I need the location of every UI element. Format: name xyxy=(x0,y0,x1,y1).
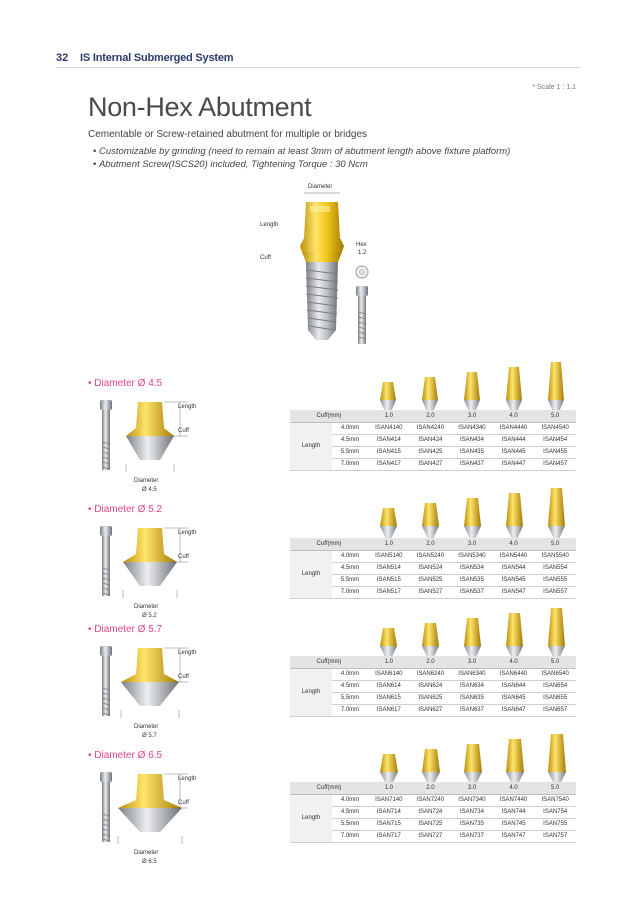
product-code-cell: ISAN555 xyxy=(534,574,576,586)
product-code-cell: ISAN6540 xyxy=(534,668,576,680)
product-code-cell: ISAN554 xyxy=(534,562,576,574)
abutment-thumbnail xyxy=(546,732,568,786)
figure-diameter-label: Diameter xyxy=(134,478,159,484)
product-code-cell: ISAN414 xyxy=(368,434,410,446)
bullet-dot: • xyxy=(88,378,95,389)
product-code-cell: ISAN535 xyxy=(451,574,493,586)
length-cell: 5.5mm xyxy=(332,818,368,830)
table-row xyxy=(290,550,576,562)
column-header-cuff-value: 5.0 xyxy=(534,410,576,422)
section-diameter-title xyxy=(88,504,162,515)
figure-length-label: Length xyxy=(178,404,197,410)
product-code-cell: ISAN647 xyxy=(493,704,535,716)
figure-length-label: Length xyxy=(178,530,197,536)
product-code-cell: ISAN6440 xyxy=(493,668,535,680)
product-code-cell: ISAN557 xyxy=(534,586,576,598)
product-code-cell: ISAN735 xyxy=(451,818,493,830)
product-code-cell: ISAN537 xyxy=(451,586,493,598)
product-code-cell: ISAN545 xyxy=(493,574,535,586)
section-label: Diameter xyxy=(94,378,135,389)
abutment-thumbnail xyxy=(462,496,483,540)
section-label: Diameter xyxy=(94,750,135,761)
abutment-variants-row xyxy=(360,368,580,414)
product-code-cell: ISAN547 xyxy=(493,586,535,598)
product-code-cell: ISAN5340 xyxy=(451,550,493,562)
row-header-length: Length xyxy=(290,422,332,470)
length-cell: 4.5mm xyxy=(332,806,368,818)
product-code-cell: ISAN5440 xyxy=(493,550,535,562)
scale-note: * Scale 1 : 1.1 xyxy=(532,84,576,91)
diameter-symbol: Ø xyxy=(137,624,146,635)
column-header-cuff-value: 2.0 xyxy=(410,656,452,668)
abutment-thumbnail xyxy=(504,365,524,414)
abutment-hero-illustration xyxy=(250,180,390,355)
table-row xyxy=(290,680,576,692)
abutment-thumbnail xyxy=(462,616,483,660)
column-header-cuff-value: 2.0 xyxy=(410,782,452,794)
product-code-cell: ISAN737 xyxy=(451,830,493,842)
column-header-cuff-value: 4.0 xyxy=(493,656,535,668)
section-label: Diameter xyxy=(94,624,135,635)
bullet-dot: • xyxy=(88,504,95,515)
diameter-symbol: Ø xyxy=(137,504,146,515)
table-header-row xyxy=(290,538,576,550)
product-code-cell: ISAN7440 xyxy=(493,794,535,806)
section-diameter-title xyxy=(88,750,162,761)
column-header-cuff: Cuff(mm) xyxy=(290,410,368,422)
table-header-row xyxy=(290,656,576,668)
abutment-thumbnail xyxy=(420,375,440,414)
product-code-cell: ISAN437 xyxy=(451,458,493,470)
column-header-cuff-value: 5.0 xyxy=(534,656,576,668)
product-code-cell: ISAN435 xyxy=(451,446,493,458)
product-code-cell: ISAN524 xyxy=(410,562,452,574)
abutment-thumbnail xyxy=(378,626,399,660)
figure-diameter-label: Diameter xyxy=(134,604,159,610)
length-cell: 4.5mm xyxy=(332,562,368,574)
diameter-value: 5.7 xyxy=(148,624,163,635)
column-header-cuff-value: 3.0 xyxy=(451,782,493,794)
table-row xyxy=(290,692,576,704)
product-code-cell: ISAN5540 xyxy=(534,550,576,562)
row-header-length: Length xyxy=(290,550,332,598)
length-cell: 5.5mm xyxy=(332,692,368,704)
length-cell: 4.5mm xyxy=(332,434,368,446)
abutment-thumbnail xyxy=(546,486,567,540)
product-code-cell: ISAN515 xyxy=(368,574,410,586)
product-code-cell: ISAN637 xyxy=(451,704,493,716)
product-code-cell: ISAN754 xyxy=(534,806,576,818)
table-row xyxy=(290,562,576,574)
length-cell: 7.0mm xyxy=(332,458,368,470)
column-header-cuff-value: 1.0 xyxy=(368,656,410,668)
section-title: IS Internal Submerged System xyxy=(80,52,234,64)
figure-length-label: Length xyxy=(178,776,197,782)
figure-length-label: Length xyxy=(178,650,197,656)
product-code-cell: ISAN4540 xyxy=(534,422,576,434)
product-code-cell: ISAN745 xyxy=(493,818,535,830)
length-cell: 5.5mm xyxy=(332,446,368,458)
product-code-cell: ISAN455 xyxy=(534,446,576,458)
column-header-cuff-value: 1.0 xyxy=(368,538,410,550)
product-code-cell: ISAN447 xyxy=(493,458,535,470)
length-cell: 4.0mm xyxy=(332,668,368,680)
abutment-side-figure xyxy=(92,640,212,750)
column-header-cuff-value: 4.0 xyxy=(493,782,535,794)
section-diameter-title xyxy=(88,378,162,389)
feature-list xyxy=(93,145,510,171)
column-header-cuff-value: 3.0 xyxy=(451,538,493,550)
abutment-thumbnail xyxy=(378,380,398,414)
column-header-cuff-value: 1.0 xyxy=(368,410,410,422)
figure-diameter-value: Ø 5.7 xyxy=(142,733,157,739)
product-code-cell: ISAN4340 xyxy=(451,422,493,434)
product-code-cell: ISAN635 xyxy=(451,692,493,704)
product-code-cell: ISAN747 xyxy=(493,830,535,842)
hero-hex-value: 1.2 xyxy=(358,250,367,256)
product-code-cell: ISAN727 xyxy=(410,830,452,842)
figure-cuff-label: Cuff xyxy=(178,800,189,806)
abutment-thumbnail xyxy=(504,491,525,540)
product-code-cell: ISAN6140 xyxy=(368,668,410,680)
section-diameter-title xyxy=(88,624,162,635)
product-code-table xyxy=(290,538,576,599)
column-header-cuff-value: 4.0 xyxy=(493,538,535,550)
product-code-cell: ISAN715 xyxy=(368,818,410,830)
product-code-cell: ISAN725 xyxy=(410,818,452,830)
table-row xyxy=(290,446,576,458)
table-row xyxy=(290,434,576,446)
product-code-cell: ISAN457 xyxy=(534,458,576,470)
table-row xyxy=(290,574,576,586)
product-code-cell: ISAN625 xyxy=(410,692,452,704)
hero-hex-label: Hex xyxy=(356,242,367,248)
product-code-cell: ISAN724 xyxy=(410,806,452,818)
product-code-cell: ISAN657 xyxy=(534,704,576,716)
product-code-cell: ISAN4240 xyxy=(410,422,452,434)
figure-diameter-label: Diameter xyxy=(134,724,159,730)
length-cell: 7.0mm xyxy=(332,586,368,598)
abutment-variants-row xyxy=(360,740,580,786)
product-code-cell: ISAN7340 xyxy=(451,794,493,806)
product-code-cell: ISAN627 xyxy=(410,704,452,716)
product-code-cell: ISAN757 xyxy=(534,830,576,842)
product-code-cell: ISAN425 xyxy=(410,446,452,458)
product-code-cell: ISAN527 xyxy=(410,586,452,598)
figure-cuff-label: Cuff xyxy=(178,554,189,560)
product-code-cell: ISAN417 xyxy=(368,458,410,470)
abutment-thumbnail xyxy=(462,742,484,786)
length-cell: 4.0mm xyxy=(332,794,368,806)
header-divider xyxy=(56,67,580,68)
page-number: 32 xyxy=(56,52,69,64)
abutment-variants-row xyxy=(360,494,580,540)
product-code-cell: ISAN645 xyxy=(493,692,535,704)
table-row xyxy=(290,668,576,680)
table-row xyxy=(290,818,576,830)
abutment-thumbnail xyxy=(504,611,525,660)
abutment-thumbnail xyxy=(546,606,567,660)
bullet-dot: • xyxy=(88,624,95,635)
table-row xyxy=(290,704,576,716)
section-label: Diameter xyxy=(94,504,135,515)
table-header-row xyxy=(290,410,576,422)
column-header-cuff-value: 3.0 xyxy=(451,656,493,668)
product-code-cell: ISAN534 xyxy=(451,562,493,574)
product-code-cell: ISAN5240 xyxy=(410,550,452,562)
figure-diameter-value: Ø 5.2 xyxy=(142,613,157,619)
table-row xyxy=(290,806,576,818)
hero-length-label: Length xyxy=(260,222,279,228)
diameter-value: 5.2 xyxy=(148,504,163,515)
diameter-value: 6.5 xyxy=(148,750,163,761)
column-header-cuff-value: 4.0 xyxy=(493,410,535,422)
table-row xyxy=(290,422,576,434)
product-code-cell: ISAN654 xyxy=(534,680,576,692)
product-code-cell: ISAN644 xyxy=(493,680,535,692)
hero-diameter-label: Diameter xyxy=(308,184,333,190)
table-row xyxy=(290,830,576,842)
product-code-cell: ISAN7140 xyxy=(368,794,410,806)
product-code-cell: ISAN755 xyxy=(534,818,576,830)
feature-item: • Customizable by grinding (need to remain at least 3mm of abutment length above fixture platform) xyxy=(93,145,510,158)
column-header-cuff-value: 3.0 xyxy=(451,410,493,422)
table-row xyxy=(290,586,576,598)
abutment-variants-row xyxy=(360,614,580,660)
figure-diameter-label: Diameter xyxy=(134,850,159,856)
product-code-table xyxy=(290,410,576,471)
product-code-cell: ISAN717 xyxy=(368,830,410,842)
length-cell: 7.0mm xyxy=(332,830,368,842)
abutment-side-figure xyxy=(92,766,212,876)
product-code-cell: ISAN634 xyxy=(451,680,493,692)
abutment-thumbnail xyxy=(420,747,442,786)
row-header-length: Length xyxy=(290,668,332,716)
column-header-cuff-value: 2.0 xyxy=(410,410,452,422)
product-code-cell: ISAN454 xyxy=(534,434,576,446)
abutment-side-figure xyxy=(92,394,212,504)
diameter-symbol: Ø xyxy=(137,378,146,389)
length-cell: 5.5mm xyxy=(332,574,368,586)
length-cell: 4.0mm xyxy=(332,550,368,562)
product-code-cell: ISAN4140 xyxy=(368,422,410,434)
column-header-cuff: Cuff(mm) xyxy=(290,656,368,668)
product-code-cell: ISAN424 xyxy=(410,434,452,446)
product-code-cell: ISAN6340 xyxy=(451,668,493,680)
bullet-dot: • xyxy=(88,750,95,761)
product-code-cell: ISAN734 xyxy=(451,806,493,818)
product-code-cell: ISAN544 xyxy=(493,562,535,574)
abutment-thumbnail xyxy=(420,501,441,540)
product-code-cell: ISAN415 xyxy=(368,446,410,458)
abutment-side-figure xyxy=(92,520,212,630)
diameter-symbol: Ø xyxy=(137,750,146,761)
abutment-thumbnail xyxy=(546,360,566,414)
column-header-cuff: Cuff(mm) xyxy=(290,782,368,794)
product-code-cell: ISAN614 xyxy=(368,680,410,692)
product-code-cell: ISAN615 xyxy=(368,692,410,704)
figure-diameter-value: Ø 6.5 xyxy=(142,859,157,865)
feature-item: • Abutment Screw(ISCS20) included, Tightening Torque : 30 Ncm xyxy=(93,158,510,171)
column-header-cuff: Cuff(mm) xyxy=(290,538,368,550)
product-code-table xyxy=(290,782,576,843)
length-cell: 4.5mm xyxy=(332,680,368,692)
column-header-cuff-value: 5.0 xyxy=(534,538,576,550)
product-code-cell: ISAN714 xyxy=(368,806,410,818)
product-code-cell: ISAN655 xyxy=(534,692,576,704)
product-code-cell: ISAN517 xyxy=(368,586,410,598)
product-code-cell: ISAN5140 xyxy=(368,550,410,562)
product-code-cell: ISAN4440 xyxy=(493,422,535,434)
figure-cuff-label: Cuff xyxy=(178,428,189,434)
diameter-value: 4.5 xyxy=(148,378,163,389)
product-code-cell: ISAN6240 xyxy=(410,668,452,680)
product-code-cell: ISAN514 xyxy=(368,562,410,574)
table-row xyxy=(290,794,576,806)
product-code-cell: ISAN427 xyxy=(410,458,452,470)
product-code-cell: ISAN624 xyxy=(410,680,452,692)
abutment-thumbnail xyxy=(462,370,482,414)
abutment-screw xyxy=(356,286,368,296)
column-header-cuff-value: 1.0 xyxy=(368,782,410,794)
column-header-cuff-value: 2.0 xyxy=(410,538,452,550)
length-cell: 7.0mm xyxy=(332,704,368,716)
table-header-row xyxy=(290,782,576,794)
product-code-cell: ISAN445 xyxy=(493,446,535,458)
product-code-cell: ISAN444 xyxy=(493,434,535,446)
column-header-cuff-value: 5.0 xyxy=(534,782,576,794)
figure-diameter-value: Ø 4.5 xyxy=(142,487,157,493)
product-code-cell: ISAN617 xyxy=(368,704,410,716)
product-code-cell: ISAN7540 xyxy=(534,794,576,806)
abutment-thumbnail xyxy=(504,737,526,786)
abutment-thumbnail xyxy=(420,621,441,660)
hero-cuff-label: Cuff xyxy=(260,255,271,261)
product-code-cell: ISAN7240 xyxy=(410,794,452,806)
abutment-thumbnail xyxy=(378,506,399,540)
length-cell: 4.0mm xyxy=(332,422,368,434)
page-subtitle: Cementable or Screw-retained abutment for multiple or bridges xyxy=(88,129,368,140)
product-code-cell: ISAN744 xyxy=(493,806,535,818)
abutment-thumbnail xyxy=(378,752,400,786)
product-code-cell: ISAN434 xyxy=(451,434,493,446)
table-row xyxy=(290,458,576,470)
product-code-cell: ISAN525 xyxy=(410,574,452,586)
row-header-length: Length xyxy=(290,794,332,842)
product-code-table xyxy=(290,656,576,717)
page-title: Non-Hex Abutment xyxy=(88,92,312,122)
figure-cuff-label: Cuff xyxy=(178,674,189,680)
